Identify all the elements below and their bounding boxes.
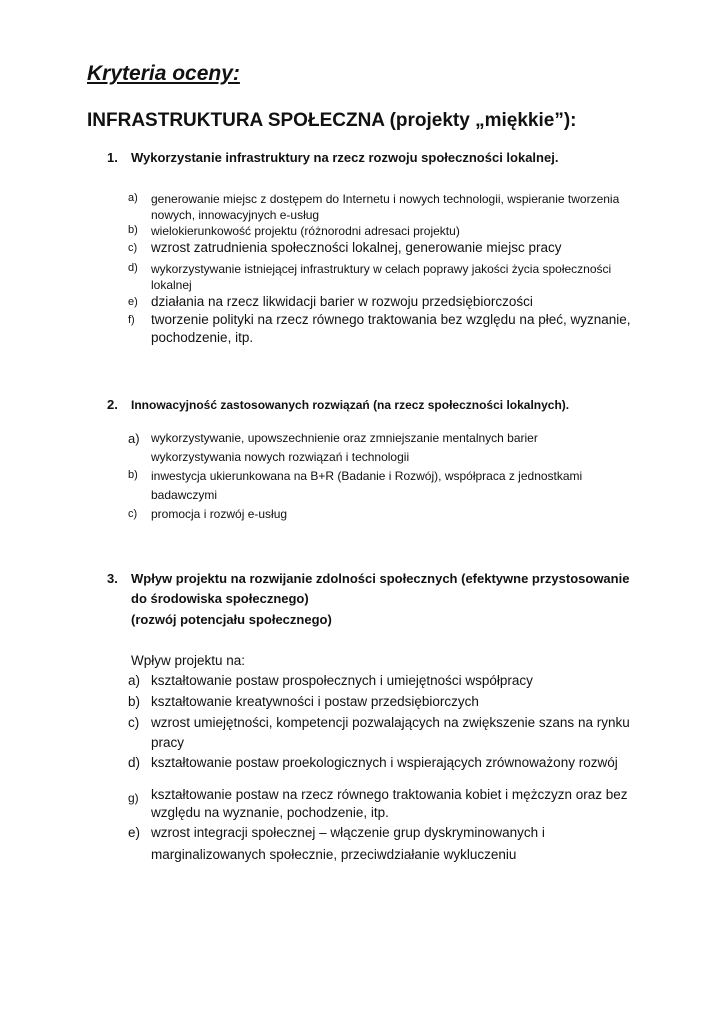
criterion-2-number: 2. (107, 397, 118, 412)
criterion-3-title (107, 571, 629, 586)
criterion-3-number: 3. (107, 571, 118, 586)
page-title: Kryteria oceny: (87, 62, 240, 85)
list-marker: b) (128, 694, 141, 709)
list-marker: c) (128, 508, 138, 520)
list-item-line: inwestycja ukierunkowana na B+R (Badanie i Rozwój), współpraca z jednostkami (151, 469, 583, 483)
list-item-line: kształtowanie postaw prospołecznych i umiejętności współpracy (151, 673, 533, 688)
criterion-1-text: Wykorzystanie infrastruktury na rzecz rozwoju społeczności lokalnej. (131, 150, 559, 165)
list-marker: e) (128, 296, 138, 308)
list-item-line: marginalizowanych społecznie, przeciwdziałanie wykluczeniu (151, 847, 517, 862)
list-marker: e) (128, 825, 141, 840)
criterion-3-text-line-3: (rozwój potencjału społecznego) (131, 612, 332, 627)
list-marker: d) (128, 755, 141, 770)
criterion-2-text: Innowacyjność zastosowanych rozwiązań (na rzecz społeczności lokalnych). (131, 398, 570, 412)
criterion-2-title (107, 397, 569, 412)
list-item-line: nowych, innowacyjnych e-usług (151, 208, 320, 222)
list-item-line: wzrost integracji społecznej – włączenie grup dyskryminowanych i (151, 825, 545, 840)
list-item-line: generowanie miejsc z dostępem do Internetu i nowych technologii, wspieranie tworzenia (151, 192, 620, 206)
list-item-line: wielokierunkowość projektu (różnorodni adresaci projektu) (151, 224, 460, 238)
section-heading: INFRASTRUKTURA SPOŁECZNA (projekty „miękkie”): (87, 110, 577, 131)
list-item-line: kształtowanie kreatywności i postaw przedsiębiorczych (151, 694, 479, 709)
list-item-line: wykorzystywania nowych rozwiązań i technologii (151, 450, 410, 464)
list-item-line: działania na rzecz likwidacji barier w rozwoju przedsiębiorczości (151, 294, 533, 309)
criterion-1-title (107, 150, 558, 165)
list-item-line: badawczymi (151, 488, 218, 502)
list-marker: a) (128, 192, 138, 204)
list-item-line: wykorzystywanie, upowszechnienie oraz zmniejszanie mentalnych barier (151, 431, 538, 445)
list-item-line: promocja i rozwój e-usług (151, 507, 288, 521)
list-marker: d) (128, 262, 138, 274)
list-item-line: pochodzenie, itp. (151, 330, 254, 345)
list-marker: b) (128, 224, 138, 236)
list-item-line: kształtowanie postaw na rzecz równego traktowania kobiet i mężczyzn oraz bez (151, 787, 628, 802)
criterion-1-number: 1. (107, 150, 118, 165)
list-item-line: wykorzystywanie istniejącej infrastruktury w celach poprawy jakości życia społeczności (151, 262, 612, 276)
list-item-line: lokalnej (151, 278, 192, 292)
list-item-line: kształtowanie postaw proekologicznych i wspierających zrównoważony rozwój (151, 755, 618, 770)
list-item-line: wzrost zatrudnienia społeczności lokalnej, generowanie miejsc pracy (151, 240, 562, 255)
list-item-line: tworzenie polityki na rzecz równego traktowania bez względu na płeć, wyznanie, (151, 312, 631, 327)
list-item-line: względu na wyznanie, pochodzenie, itp. (151, 805, 389, 820)
list-marker: b) (128, 469, 138, 481)
list-marker: c) (128, 715, 140, 730)
list-marker: g) (128, 791, 139, 805)
list-item-line: pracy (151, 735, 185, 750)
list-marker: a) (128, 431, 140, 446)
list-marker: c) (128, 242, 138, 254)
list-marker: a) (128, 673, 141, 688)
criterion-3-intro: Wpływ projektu na: (131, 653, 246, 668)
list-marker: f) (128, 314, 135, 326)
criterion-3-text-line-2: do środowiska społecznego) (131, 591, 309, 606)
list-item-line: wzrost umiejętności, kompetencji pozwalających na zwiększenie szans na rynku (151, 715, 630, 730)
criterion-3-text-line-1: Wpływ projektu na rozwijanie zdolności społecznych (efektywne przystosowanie (131, 571, 630, 586)
